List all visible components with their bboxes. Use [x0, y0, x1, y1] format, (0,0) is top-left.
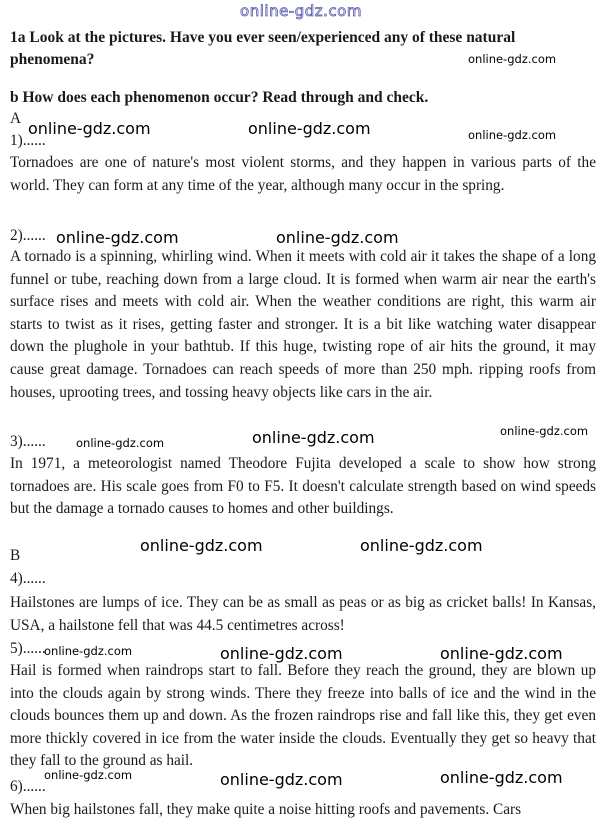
paragraph-5: Hail is formed when raindrops start to fall. Before they reach the ground, they are blown up into the clouds again by strong winds. There they freeze into balls of ice and the wind in the clouds bounces them up and down. As the frozen raindrops rise and fall like this, they get even more thickly covered in ice from the water inside the clouds. Eventually they get so heavy that they fall to the ground as hail. [10, 662, 596, 770]
blank-3: 3)...... [10, 433, 46, 450]
watermark: online-gdz.com [468, 128, 557, 142]
watermark: online-gdz.com [440, 644, 563, 663]
paragraph-2: A tornado is a spinning, whirling wind. When it meets with cold air it takes the shape of a long funnel or tube, reaching down from a large cloud. It is formed when warm air near the earth's surface rises and meets with cold air. When the weather conditions are right, this warm air starts to twist as it rises, getting faster and stronger. It is a bit like watching water disappear down the plughole in your bathtub. If this huge, twisting rope of air hits the ground, it may cause great damage. Tornadoes can reach speeds of more than 250 mph. ripping roofs from houses, uprooting trees, and tossing heavy objects like cars in the air. [10, 248, 596, 401]
watermark-top: online-gdz.com [240, 2, 362, 20]
watermark: online-gdz.com [440, 768, 563, 787]
watermark: online-gdz.com [220, 770, 343, 789]
watermark: online-gdz.com [252, 428, 375, 447]
watermark: online-gdz.com [468, 52, 557, 66]
watermark: online-gdz.com [56, 228, 179, 247]
watermark: online-gdz.com [44, 768, 133, 782]
paragraph-3: In 1971, a meteorologist named Theodore Fujita developed a scale to show how strong tornadoes are. His scale goes from F0 to F5. It doesn't calculate strength based on wind speeds but the damage a tornado causes to homes and other buildings. [10, 455, 596, 518]
task-heading-1a: 1a Look at the pictures. Have you ever seen/experienced any of these natural phenomena? [10, 29, 516, 68]
task-heading-1b: b How does each phenomenon occur? Read through and check. [10, 89, 429, 106]
watermark: online-gdz.com [140, 536, 263, 555]
blank-2: 2)...... [10, 227, 46, 244]
watermark: online-gdz.com [360, 536, 483, 555]
watermark: online-gdz.com [276, 228, 399, 247]
watermark: online-gdz.com [44, 644, 133, 658]
paragraph-6: When big hailstones fall, they make quite a noise hitting roofs and pavements. Cars [10, 801, 522, 818]
blank-6: 6)...... [10, 778, 46, 795]
blank-1: 1)...... [10, 132, 46, 149]
watermark: online-gdz.com [220, 644, 343, 663]
section-label-b: B [10, 547, 21, 564]
paragraph-1: Tornadoes are one of nature's most violent storms, and they happen in various parts of the world. They can form at any time of the year, although many occur in the spring. [10, 154, 596, 194]
watermark: online-gdz.com [248, 119, 371, 138]
blank-4: 4)...... [10, 570, 46, 587]
blank-5: 5)...... [10, 640, 46, 657]
watermark: online-gdz.com [28, 119, 151, 138]
paragraph-4: Hailstones are lumps of ice. They can be as small as peas or as big as cricket balls! In Kansas, USA, a hailstone fell that was 44.5 centimetres across! [10, 594, 596, 634]
watermark: online-gdz.com [76, 436, 165, 450]
section-label-a: A [10, 110, 22, 127]
watermark: online-gdz.com [500, 424, 589, 438]
